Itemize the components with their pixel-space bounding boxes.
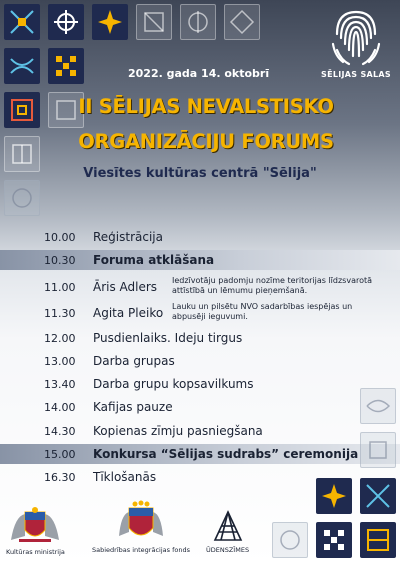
agenda-time: 14.00 bbox=[44, 400, 76, 414]
agenda-time: 11.30 bbox=[44, 306, 76, 320]
star-ornament-icon bbox=[95, 7, 125, 37]
agenda-time: 13.00 bbox=[44, 354, 76, 368]
agenda-label: Reģistrācija bbox=[93, 230, 163, 244]
agenda-label: Agita Pleiko bbox=[93, 306, 164, 320]
partner-name: Sabiedrības integrācijas fonds bbox=[92, 546, 190, 554]
agenda-row-highlighted bbox=[0, 444, 400, 464]
agenda-row bbox=[0, 302, 400, 324]
frame-ornament-icon bbox=[363, 525, 393, 555]
agenda-time: 12.00 bbox=[44, 331, 76, 345]
agenda-row bbox=[0, 373, 400, 395]
agenda-row bbox=[0, 420, 400, 442]
loop-ornament-icon bbox=[51, 7, 81, 37]
agenda-time: 15.00 bbox=[44, 447, 76, 461]
agenda-description: Iedzīvotāju padomju nozīme teritorijas līdzsvarotā attīstībā un lēmumu pieņemšanā. bbox=[172, 276, 373, 295]
agenda-row bbox=[0, 226, 400, 248]
grid-ornament-icon bbox=[51, 51, 81, 81]
ornament-tile-7 bbox=[4, 48, 40, 84]
ornament-tile-1 bbox=[4, 4, 40, 40]
agenda-label: Pusdienlaiks. Ideju tirgus bbox=[93, 331, 243, 345]
agenda-time: 10.30 bbox=[44, 253, 76, 267]
faded-ornament-icon bbox=[183, 7, 213, 37]
ornament-tile-16 bbox=[360, 478, 396, 514]
cross-ornament-icon bbox=[7, 51, 37, 81]
agenda-label: Kafijas pauze bbox=[93, 400, 173, 414]
fingerprint-icon bbox=[327, 4, 385, 68]
partner-udenszimes bbox=[206, 510, 249, 554]
logo-text: SĒLIJAS SALAS bbox=[321, 70, 391, 79]
agenda-time: 16.30 bbox=[44, 470, 76, 484]
agenda-label: Konkursa “Sēlijas sudrabs” ceremonija bbox=[93, 447, 359, 461]
agenda-label: Darba grupas bbox=[93, 354, 175, 368]
ornament-tile-12 bbox=[4, 180, 40, 216]
faded-ornament-icon bbox=[275, 525, 305, 555]
faded-ornament-icon bbox=[7, 183, 37, 213]
partner-sabiedribas-integracijas-fonds bbox=[92, 500, 190, 554]
ornament-tile-8 bbox=[48, 48, 84, 84]
agenda-row bbox=[0, 396, 400, 418]
agenda-label: Foruma atklāšana bbox=[93, 253, 215, 267]
agenda-label: Kopienas zīmju pasniegšana bbox=[93, 424, 263, 438]
ornament-tile-5 bbox=[180, 4, 216, 40]
agenda-description: Lauku un pilsētu NVO sadarbības iespējas un abpusēji ieguvumi. bbox=[172, 302, 353, 321]
ornament-tile-9 bbox=[4, 92, 40, 128]
partner-name: ŪDENSZĪMES bbox=[206, 546, 250, 554]
faded-ornament-icon bbox=[7, 139, 37, 169]
event-date: 2022. gada 14. oktobrī bbox=[128, 67, 270, 80]
cross-ornament-icon bbox=[7, 7, 37, 37]
ornament-tile-19 bbox=[360, 522, 396, 558]
agenda-label: Darba grupu kopsavilkums bbox=[93, 377, 254, 391]
agenda-row bbox=[0, 276, 400, 298]
agenda-label: Āris Adlers bbox=[93, 280, 158, 294]
faded-ornament-icon bbox=[363, 435, 393, 465]
ornament-tile-15 bbox=[316, 478, 352, 514]
ornament-tile-14 bbox=[360, 432, 396, 468]
ornament-tile-17 bbox=[272, 522, 308, 558]
agenda-row bbox=[0, 350, 400, 372]
agenda-time: 13.40 bbox=[44, 377, 76, 391]
selijas-salas-logo bbox=[318, 4, 394, 88]
coat-of-arms-shield-icon bbox=[115, 500, 167, 544]
agenda-row-highlighted bbox=[0, 250, 400, 270]
frame-ornament-icon bbox=[7, 95, 37, 125]
partner-kulturas-ministrija bbox=[6, 506, 65, 556]
star-ornament-icon bbox=[319, 481, 349, 511]
ornament-tile-6 bbox=[224, 4, 260, 40]
agenda-time: 11.00 bbox=[44, 280, 76, 294]
agenda-time: 10.00 bbox=[44, 230, 76, 244]
ornament-tile-18 bbox=[316, 522, 352, 558]
title-line-2: ORGANIZĀCIJU FORUMS bbox=[78, 130, 334, 153]
venue: Viesītes kultūras centrā "Sēlija" bbox=[83, 166, 317, 181]
faded-ornament-icon bbox=[227, 7, 257, 37]
agenda-time: 14.30 bbox=[44, 424, 76, 438]
faded-ornament-icon bbox=[139, 7, 169, 37]
latvia-coat-of-arms-icon bbox=[7, 506, 63, 546]
agenda-row bbox=[0, 327, 400, 349]
ornament-tile-2 bbox=[48, 4, 84, 40]
udenszimes-triangle-logo-icon bbox=[213, 510, 243, 544]
agenda-label: Tīklošanās bbox=[93, 470, 157, 484]
faded-ornament-icon bbox=[363, 391, 393, 421]
ornament-tile-13 bbox=[360, 388, 396, 424]
partner-name: Kultūras ministrija bbox=[6, 548, 65, 556]
ornament-tile-4 bbox=[136, 4, 172, 40]
cross-ornament-icon bbox=[363, 481, 393, 511]
ornament-tile-3 bbox=[92, 4, 128, 40]
title-line-1: II SĒLIJAS NEVALSTISKO bbox=[78, 95, 334, 118]
grid-ornament-icon bbox=[319, 525, 349, 555]
